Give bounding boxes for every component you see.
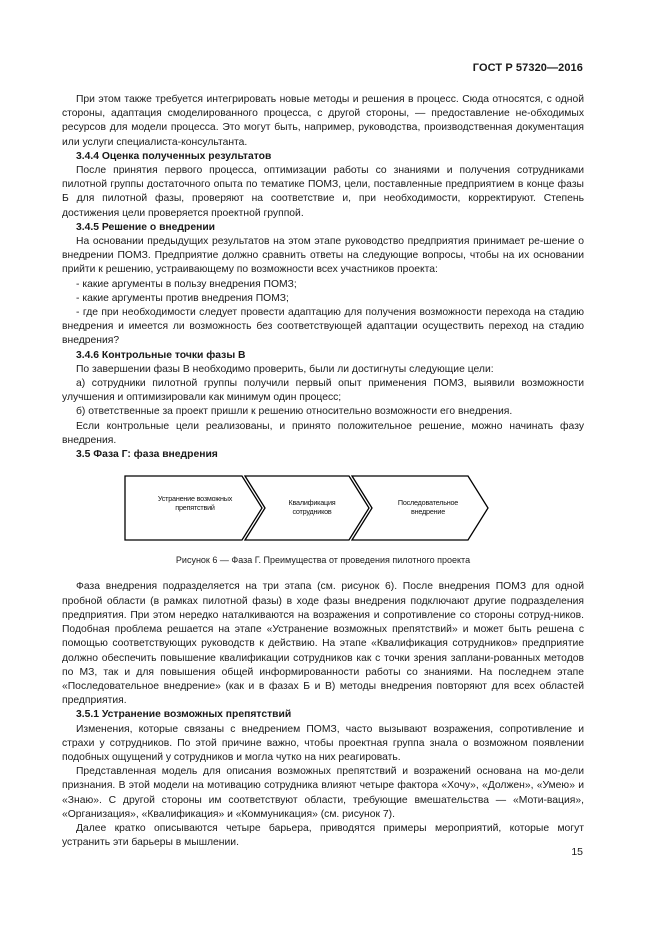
paragraph: Изменения, которые связаны с внедрением ПОМЗ, часто вызывают возражения, сопротивление и страхи у сотрудников. По этой причине важно, чтобы проектная группа знала о возможном появлении подобных ощущений у сотрудников и могла чутко на них реагировать. xyxy=(62,723,584,763)
list-item: б) ответственные за проект пришли к решению относительно возможности его внедрения. xyxy=(76,406,513,418)
section-heading-3-4-4: 3.4.4 Оценка полученных результатов xyxy=(76,150,272,162)
section-heading-3-4-5: 3.4.5 Решение о внедрении xyxy=(76,221,216,233)
document-header: ГОСТ Р 57320—2016 xyxy=(472,62,583,74)
step-1-label: Устранение возможных препятствий xyxy=(157,494,233,512)
step-2-label: Квалификация сотрудников xyxy=(288,498,336,516)
list-item: - какие аргументы против внедрения ПОМЗ; xyxy=(76,292,289,304)
section-heading-3-5-1: 3.5.1 Устранение возможных препятствий xyxy=(76,709,292,721)
list-item: - какие аргументы в пользу внедрения ПОМЗ; xyxy=(76,278,297,290)
list-item: а) сотрудники пилотной группы получили первый опыт применения ПОМЗ, выявили возможности улучшения и оптимизировали как минимум один процесс; xyxy=(62,378,584,404)
page-body xyxy=(62,93,584,850)
paragraph: Далее кратко описываются четыре барьера, приводятся примеры мероприятий, которые могут устранить эти барьеры в мышлении. xyxy=(62,822,584,849)
paragraph: Если контрольные цели реализованы, и принято положительное решение, можно начинать фазу внедрения. xyxy=(62,420,584,446)
paragraph: По завершении фазы В необходимо проверить, были ли достигнуты следующие цели: xyxy=(76,363,494,375)
paragraph: На основании предыдущих результатов на этом этапе руководство предприятия принимает ре-шение о внедрении ПОМЗ. Предприятие должно сравнить ответы на следующие вопросы, чтобы на их основании прийти к решению, устраивающему по возможности всех участников проекта: xyxy=(62,236,584,276)
figure-6-process-diagram xyxy=(62,471,584,551)
paragraph: Представленная модель для описания возможных препятствий и возражений основана на мо-дели признания. В этой модели на мотивацию сотрудника влияют четыре фактора «Хочу», «Должен», «Умею» и «Знаю». С другой стороны им соответствуют области, требующие вмешательства — «Моти-вация», «Организация», «Квалификация» и «Коммуникация» (см. рисунок 7). xyxy=(62,766,584,820)
section-heading-3-5: 3.5 Фаза Г: фаза внедрения xyxy=(76,449,218,461)
figure-caption: Рисунок 6 — Фаза Г. Преимущества от проведения пилотного проекта xyxy=(175,555,471,566)
list-item: - где при необходимости следует провести адаптацию для получения возможности перехода на стадию внедрения и имеется ли возможность без соответствующей адаптации осуществить переход на стадию внедрения? xyxy=(62,307,584,347)
step-3-label: Последовательное внедрение xyxy=(397,498,459,516)
paragraph: Фаза внедрения подразделяется на три этапа (см. рисунок 6). После внедрения ПОМЗ для одной пробной области (в рамках пилотной фазы) в ходе фазы внедрения подключают другие подразделения предприятия. При этом нередко наталкиваются на возражения и сопротивление со стороны сотруд-ников. Подобная проблема решается на этапе «Устранение возможных препятствий» и может быть решена с помощью соответствующих руководств к действию. На этапе «Квалификация сотрудников» предприятие должно обеспечить повышение квалификации сотрудников как с точки зрения заплани-рованных методов по МЗ, так и для повышения общей информированности работы со знаниями. На последнем этапе «Последовательное внедрение» (как и в фазах Б и В) методы внедрения повторяют для всех областей предприятия. xyxy=(62,581,584,707)
page-number: 15 xyxy=(571,846,583,858)
section-heading-3-4-6: 3.4.6 Контрольные точки фазы В xyxy=(76,349,246,361)
paragraph: При этом также требуется интегрировать новые методы и решения в процесс. Сюда относятся, с одной стороны, адаптация смоделированного процесса, с другой стороны, — предоставление не-обходимых ресурсов для модели процесса. Это могут быть, например, руководства, производственная документация или услуги специалиста-консультанта. xyxy=(62,94,584,148)
paragraph: После принятия первого процесса, оптимизации работы со знаниями и получения сотрудниками пилотной группы достаточного опыта по тематике ПОМЗ, цели, поставленные предприятием в конце фазы Б для пилотной фазы, проверяют на соответствие и, при необходимости, корректируют. Степень достижения цели проверяется проектной группой. xyxy=(62,165,584,219)
